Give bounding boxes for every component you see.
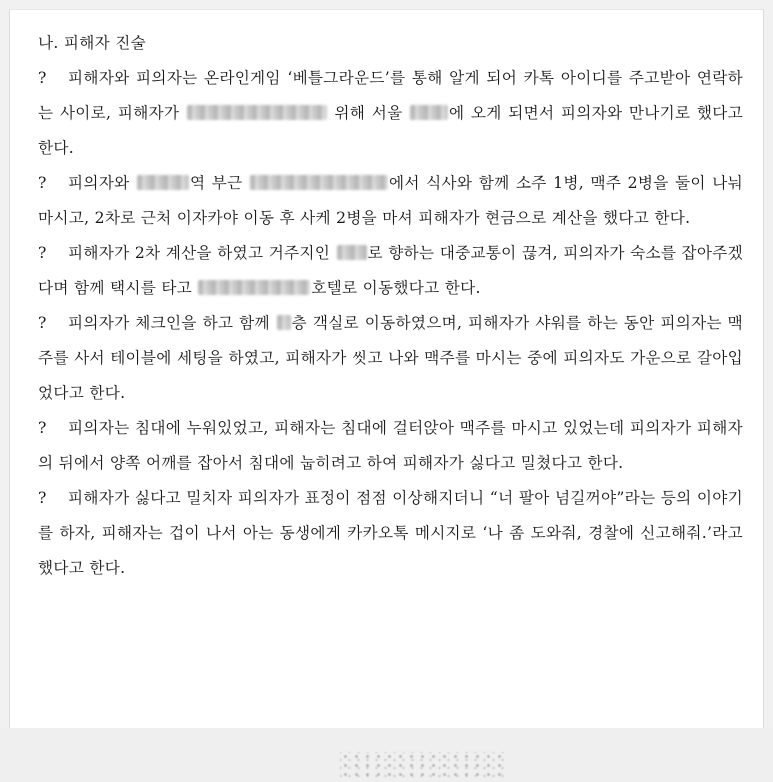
statement-paragraph-4: ? 피의자가 체크인을 하고 함께 층 객실로 이동하였으며, 피해자가 샤워를 하는 동안 피의자는 맥주를 사서 테이블에 세팅을 하였고, 피해자가 씻고 나와 맥주를 마시는 중에 피의자도 가운으로 갈아입었다고 한다. (38, 306, 743, 411)
bullet-marker: ? (38, 244, 47, 262)
statement-paragraph-2: ? 피의자와 역 부근 에서 식사와 함께 소주 1병, 맥주 2병을 둘이 나눠 마시고, 2차로 근처 이자카야 이동 후 사케 2병을 마셔 피해자가 현금으로 계산을 했다고 한다. (38, 166, 743, 236)
redacted-text (187, 105, 327, 120)
bullet-marker: ? (38, 314, 47, 332)
statement-paragraph-3: ? 피해자가 2차 계산을 하였고 거주지인 로 향하는 대중교통이 끊겨, 피의자가 숙소를 잡아주겠다며 함께 택시를 타고 호텔로 이동했다고 한다. (38, 236, 743, 306)
statement-paragraph-5: ? 피의자는 침대에 누워있었고, 피해자는 침대에 걸터앉아 맥주를 마시고 있었는데 피의자가 피해자의 뒤에서 양쪽 어깨를 잡아서 침대에 눕히려고 하여 피해자가 싫다고 밀쳤다고 한다. (38, 411, 743, 481)
statement-paragraph-1: ? 피해자와 피의자는 온라인게임 ‘베틀그라운드’를 통해 알게 되어 카톡 아이디를 주고받아 연락하는 사이로, 피해자가 위해 서울 에 오게 되면서 피의자와 만나기로 했다고 한다. (38, 61, 743, 166)
section-heading: 나. 피해자 진술 (38, 34, 146, 52)
statement-paragraph-6: ? 피해자가 싫다고 밀치자 피의자가 표정이 점점 이상해지더니 “너 팔아 넘길꺼야”라는 등의 이야기를 하자, 피해자는 겁이 나서 아는 동생에게 카카오톡 메시지로 ‘나 좀 도와줘, 경찰에 신고해줘.’라고 했다고 한다. (38, 481, 743, 586)
bullet-marker: ? (38, 174, 47, 192)
bullet-marker: ? (38, 69, 47, 87)
bullet-marker: ? (38, 489, 47, 507)
redacted-text (410, 105, 448, 120)
redacted-text (137, 175, 189, 190)
redacted-text (337, 245, 367, 260)
redacted-footer-text (340, 752, 508, 778)
redacted-text (198, 280, 310, 295)
redacted-text (250, 175, 388, 190)
document-body (38, 26, 743, 586)
document-page (9, 9, 764, 782)
bullet-marker: ? (38, 419, 47, 437)
redacted-text (277, 315, 291, 330)
